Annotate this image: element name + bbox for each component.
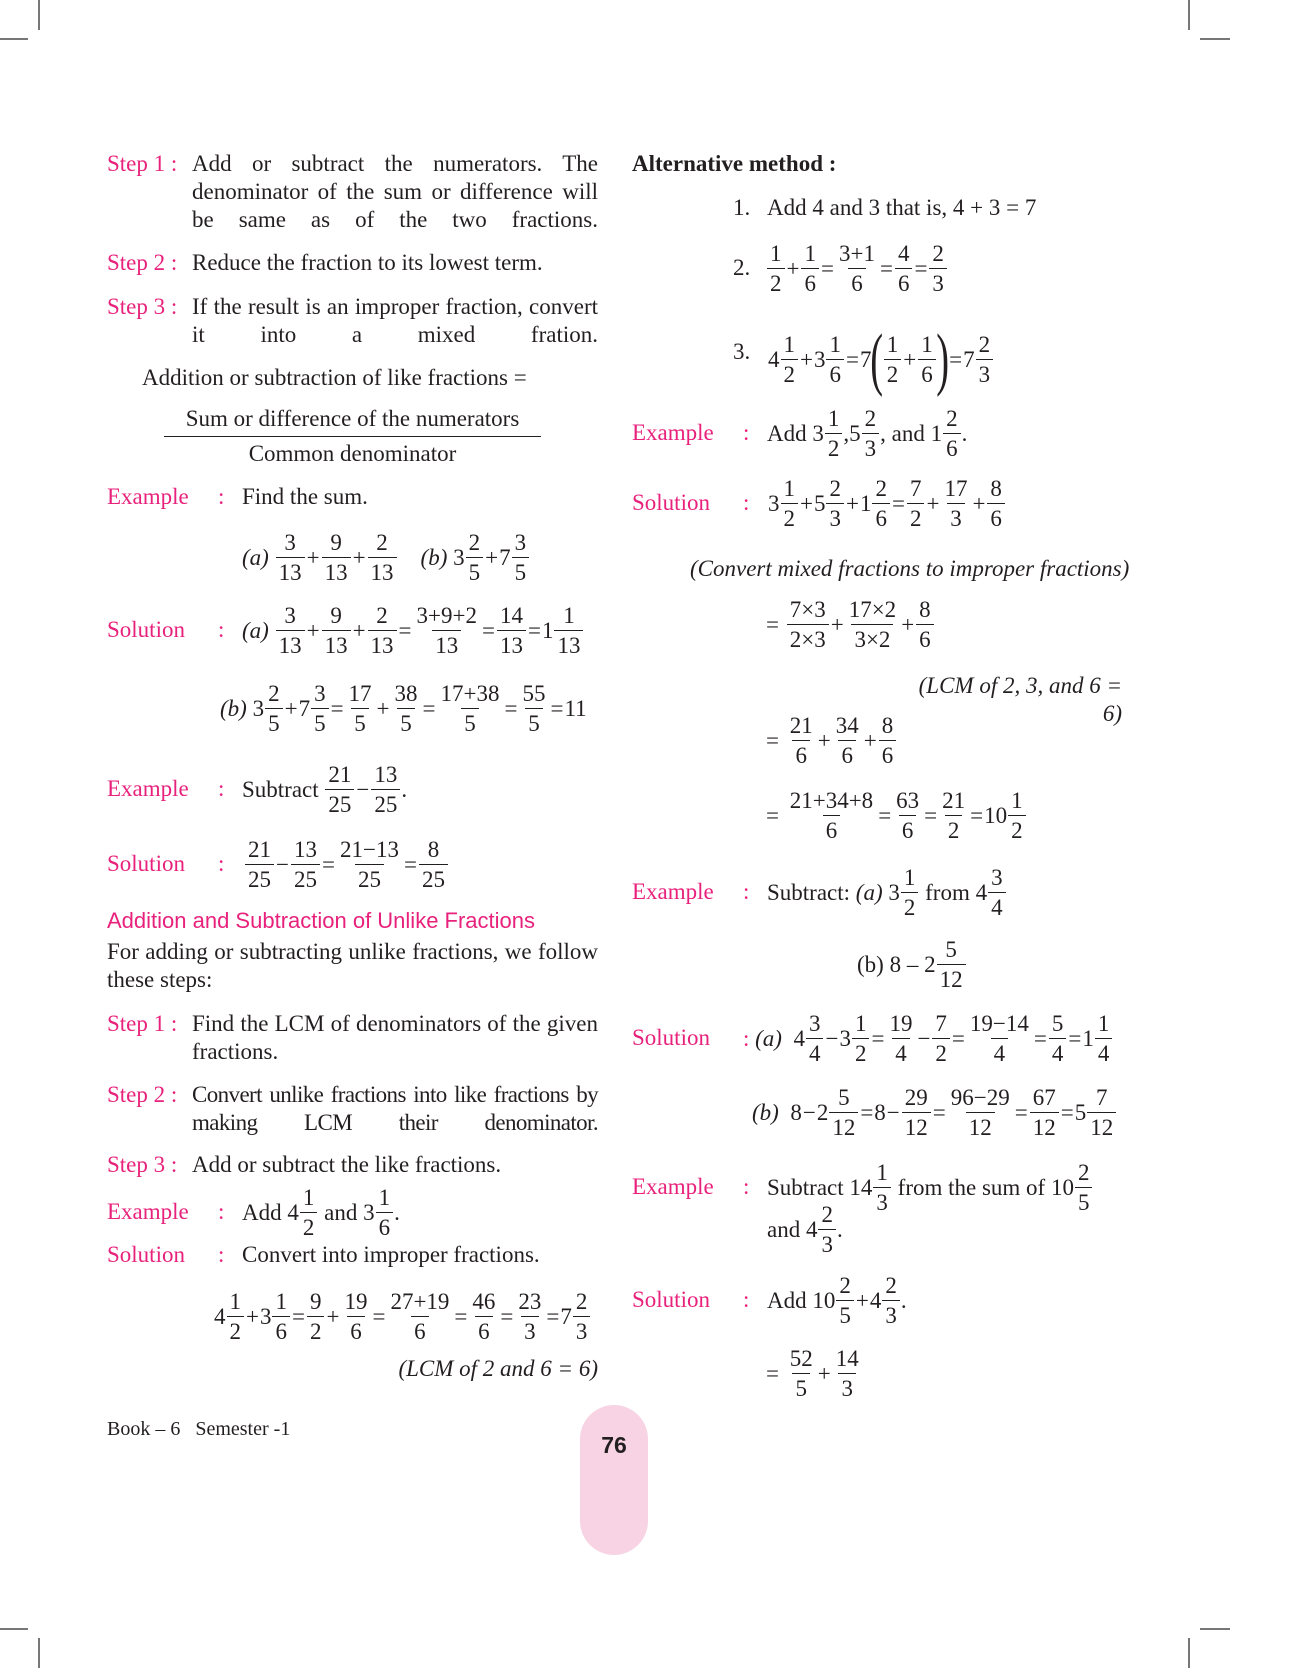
rule-numerator: Sum or difference of the numerators — [164, 405, 541, 437]
section-intro: For adding or subtracting unlike fractions, we follow these steps: — [107, 939, 598, 992]
list-text: Add 4 and 3 that is, 4 + 3 = 7 — [767, 195, 1037, 220]
colon: : — [218, 851, 225, 876]
crop-mark — [1188, 1638, 1190, 1668]
solution-label: Solution — [107, 851, 185, 876]
solution-label: Solution — [632, 1025, 710, 1050]
colon: : — [218, 776, 225, 801]
math-expression: Subtract 14 $\frac{1}{3}$ from the sum of 10 $\frac{2}{5}$ — [767, 1160, 1093, 1216]
page-number-tab — [580, 1405, 648, 1555]
step-text: If the result is an improper fraction, convert it into a mixed fration. — [192, 294, 598, 347]
example-label: Example — [107, 1199, 189, 1224]
book-label: Book – 6 — [107, 1418, 181, 1440]
math-expression: Subtract: (a) 3 $\frac{1}{2}$ from 4 $\frac{3}{4}$ — [767, 865, 1007, 921]
rule-intro: Addition or subtraction of like fractions = — [142, 365, 527, 390]
step-label: Step 2 : — [107, 1082, 178, 1107]
math-expression: (b) 8 – 2 $\frac{5}{12}$ — [857, 937, 967, 993]
example-text: Add — [242, 1200, 282, 1225]
crop-mark — [0, 38, 28, 40]
colon: : — [743, 1174, 750, 1199]
step-label: Step 3 : — [107, 1152, 178, 1177]
solution-text: Add 10 — [767, 1288, 836, 1313]
example-label: Example — [632, 879, 714, 904]
math-expression: : (a) 4 $\frac{3}{4}$ − 3 $\frac{1}{2}$ = $\frac{19}{4}$ − $\frac{7}{2}$ = $\frac{19-14}{4}$ = $\frac{5}{4}$ = 1 $\frac{1}{4}$ — [743, 1011, 1113, 1067]
solution-label: Solution — [107, 617, 185, 642]
step-label: Step 1 : — [107, 1011, 178, 1036]
math-expression: = $\frac{7\times 3}{2\times 3}$ + $\frac{17\times 2}{3\times 2}$ + $\frac{8}{6}$ — [765, 597, 935, 653]
example-text: Add — [767, 421, 807, 446]
colon: : — [743, 1287, 750, 1312]
crop-mark — [1188, 0, 1190, 30]
solution-label: Solution — [632, 1287, 710, 1312]
example-text: Find the sum. — [242, 484, 368, 509]
example-text: and — [324, 1200, 358, 1225]
math-expression: (a) $\frac{3}{13}$ + $\frac{9}{13}$ + $\frac{2}{13}$ = $\frac{3+9+2}{13}$ = $\frac{14}{13}$ = 1 $\frac{1}{13}$ — [242, 603, 584, 659]
colon: : — [743, 1026, 750, 1051]
solution-label: Solution — [632, 490, 710, 515]
step-label: Step 1 : — [107, 151, 178, 176]
step-label: Step 2 : — [107, 250, 178, 275]
step-text: Convert unlike fractions into like fractions by making LCM their denominator. — [192, 1082, 598, 1135]
math-expression: = $\frac{52}{5}$ + $\frac{14}{3}$ — [766, 1346, 859, 1401]
crop-mark — [1200, 38, 1230, 40]
step-text: Reduce the fraction to its lowest term. — [192, 250, 543, 275]
colon: : — [743, 420, 750, 445]
alt-heading: Alternative method : — [632, 151, 837, 176]
page-number: 76 — [601, 1432, 627, 1458]
colon: : — [218, 484, 225, 509]
example-label: Example — [107, 776, 189, 801]
math-expression: 4 $\frac{1}{2}$ + 3 $\frac{1}{6}$ = 7 ( $\frac{1}{2}$ + $\frac{1}{6}$ ) = 7 $\frac{2}{3}$ — [768, 325, 994, 395]
math-expression: (a) $\frac{3}{13}$ + $\frac{9}{13}$ + $\frac{2}{13}$ (b) 3 $\frac{2}{5}$ + 7 $\frac{3}{5}$ — [242, 530, 530, 586]
section-heading: Addition and Subtraction of Unlike Fractions — [107, 908, 536, 933]
math-expression: 4 $\frac{1}{2}$ + 3 $\frac{1}{6}$ = $\frac{9}{2}$ + $\frac{19}{6}$ = $\frac{27+19}{6}$ = $\frac{46}{6}$ = $\frac{23}{3}$ = 7 $\frac{2}{3}$ — [214, 1289, 591, 1345]
math-expression: (b) 8 − 2 $\frac{5}{12}$ = 8 − $\frac{29}{12}$ = $\frac{96-29}{12}$ = $\frac{67}{12}$ = 5 $\frac{7}{12}$ — [752, 1085, 1117, 1141]
list-number: 3. — [733, 339, 751, 364]
example-text: from the sum of 10 — [897, 1175, 1074, 1200]
math-expression: Add 4 $\frac{1}{2}$ and 3 $\frac{1}{6}$ . — [242, 1185, 400, 1240]
example-text: (b) 8 – 2 — [857, 952, 936, 977]
math-expression: and 4 $\frac{2}{3}$ . — [767, 1202, 843, 1257]
colon: : — [743, 879, 750, 904]
colon: : — [743, 490, 750, 515]
crop-mark — [38, 0, 40, 30]
solution-label: Solution — [107, 1242, 185, 1267]
math-expression: Add 10 $\frac{2}{5}$ + 4 $\frac{2}{3}$ . — [767, 1273, 907, 1328]
list-number: 2. — [733, 255, 751, 280]
note: (LCM of 2, 3, and 6 = 6) — [918, 673, 1122, 726]
step-text: Add or subtract the numerators. The denominator of the sum or difference will be same as of the two fractions. — [192, 151, 598, 232]
math-expression: (b) 3 $\frac{2}{5}$ + 7 $\frac{3}{5}$ = $\frac{17}{5}$ + $\frac{38}{5}$ = $\frac{17+38}{5}$ = $\frac{55}{5}$ = 11 — [220, 681, 587, 736]
rule-denominator: Common denominator — [248, 441, 457, 466]
crop-mark — [0, 1628, 28, 1630]
example-label: Example — [107, 484, 189, 509]
math-expression: $\frac{1}{2}$ + $\frac{1}{6}$ = $\frac{3+1}{6}$ = $\frac{4}{6}$ = $\frac{2}{3}$ — [766, 241, 948, 297]
crop-mark — [1200, 1628, 1230, 1630]
example-text: Subtract: — [767, 880, 851, 905]
solution-text: Convert into improper fractions. — [242, 1242, 540, 1267]
math-expression: $\frac{21}{25}$ − $\frac{13}{25}$ = $\frac{21-13}{25}$ = $\frac{8}{25}$ — [244, 837, 449, 893]
colon: : — [218, 1242, 225, 1267]
example-text: Subtract — [242, 777, 319, 802]
math-expression: Add 3 $\frac{1}{2}$ ,5 $\frac{2}{3}$ , and 1 $\frac{2}{6}$ . — [767, 406, 968, 461]
example-text: and 4 — [767, 1217, 818, 1242]
list-number: 1. — [733, 195, 751, 220]
note: (Convert mixed fractions to improper fractions) — [690, 556, 1130, 581]
crop-mark — [38, 1638, 40, 1668]
note: (LCM of 2 and 6 = 6) — [398, 1356, 598, 1381]
step-text: Find the LCM of denominators of the given fractions. — [192, 1011, 598, 1064]
semester-label: Semester -1 — [195, 1418, 291, 1440]
math-expression: 3 $\frac{1}{2}$ + 5 $\frac{2}{3}$ + 1 $\frac{2}{6}$ = $\frac{7}{2}$ + $\frac{17}{3}$ + $\frac{8}{6}$ — [768, 476, 1006, 532]
colon: : — [218, 1199, 225, 1224]
math-expression: = $\frac{21+34+8}{6}$ = $\frac{63}{6}$ = $\frac{21}{2}$ = 10 $\frac{1}{2}$ — [765, 788, 1027, 844]
math-expression: = $\frac{21}{6}$ + $\frac{34}{6}$ + $\frac{8}{6}$ — [765, 713, 897, 769]
math-expression: Subtract $\frac{21}{25}$ − $\frac{13}{25}$ . — [242, 762, 408, 817]
footer-book — [107, 1418, 290, 1441]
example-label: Example — [632, 1174, 714, 1199]
step-text: Add or subtract the like fractions. — [192, 1152, 502, 1177]
rule-fraction — [164, 405, 541, 468]
example-text: from — [925, 880, 970, 905]
example-text: Subtract 14 — [767, 1175, 873, 1200]
example-label: Example — [632, 420, 714, 445]
example-text: , and — [880, 421, 925, 446]
step-label: Step 3 : — [107, 294, 178, 319]
colon: : — [218, 617, 225, 642]
